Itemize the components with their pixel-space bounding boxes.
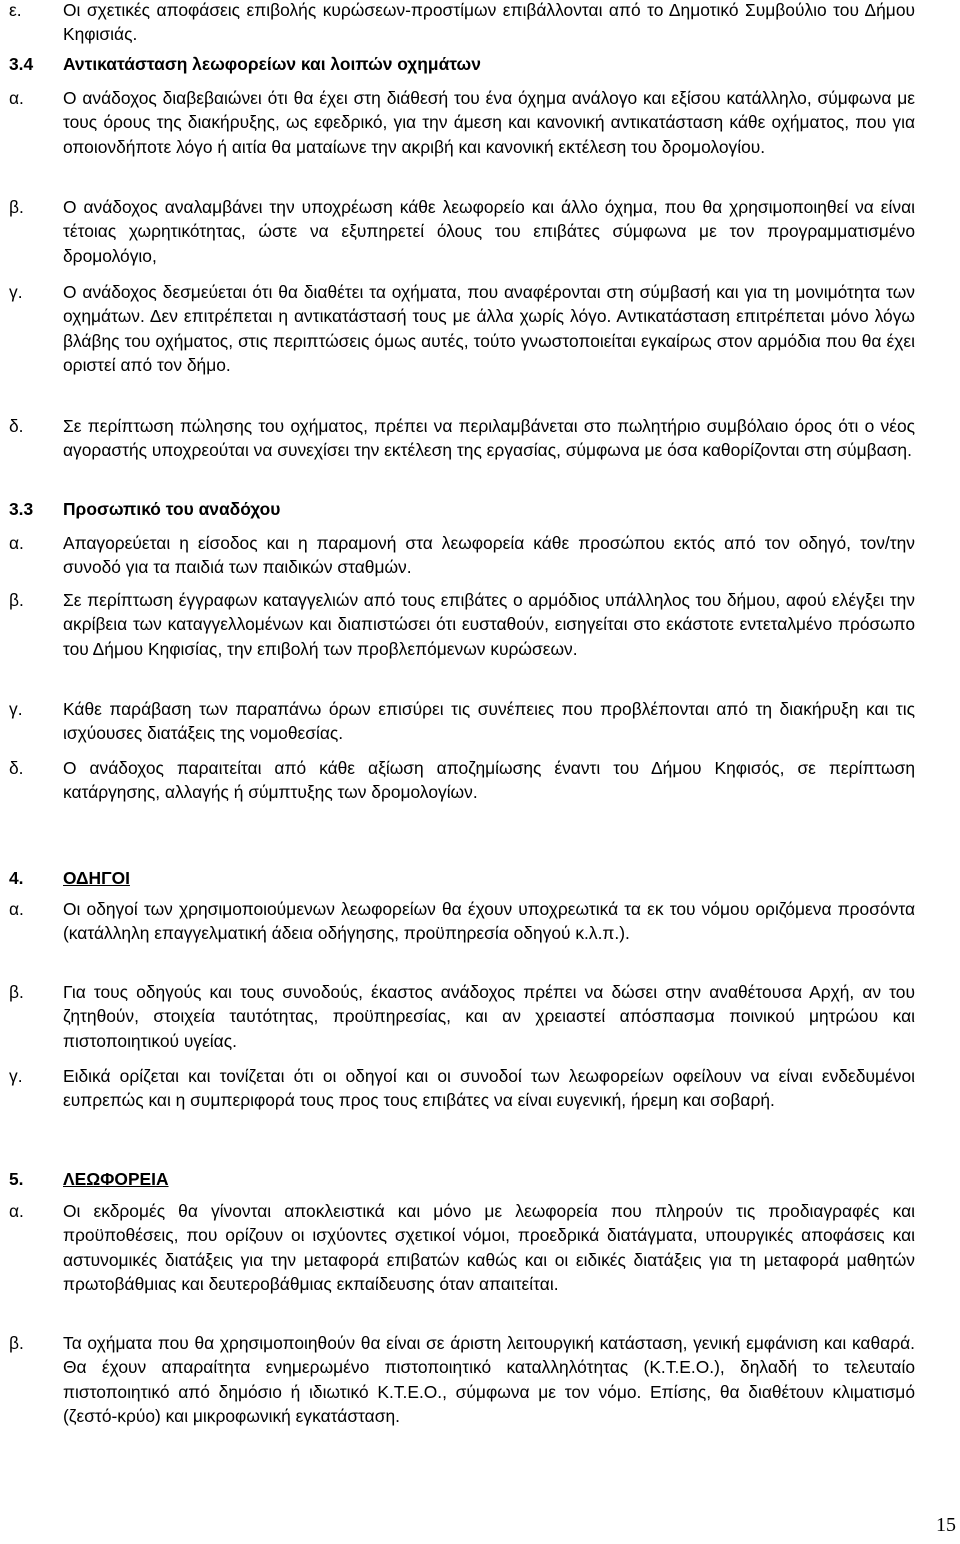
clause-d	[9, 414, 915, 463]
clause-marker: γ.	[9, 282, 23, 302]
clause-text: Σε περίπτωση έγγραφων καταγγελιών από τους επιβάτες ο αρμόδιος υπάλληλος του δήμου, αφού ελέγξει την ακρίβεια των καταγγελλομένων και διαπιστώσει ότι ευσταθούν, εισηγείται στο εκάστοτε εντεταλμένο πρόσωπο του Δήμου Κηφισίας, την επιβολή των προβλεπόμενων κυρώσεων.	[63, 590, 915, 659]
clause-text: Για τους οδηγούς και τους συνοδούς, έκαστος ανάδοχος πρέπει να δώσει στην αναθέτουσα Αρχή, αν του ζητηθούν, στοιχεία ταυτότητας, προϋπηρεσίας, και αν χρειαστεί απόσπασμα ποινικού μητρώου και πιστοποιητικού υγείας.	[63, 982, 915, 1051]
clause-text: Οι οδηγοί των χρησιμοποιούμενων λεωφορείων θα έχουν υποχρεωτικά τα εκ του νόμου οριζόμενα προσόντα (κατάλληλη επαγγελματική άδεια οδήγησης, προϋπηρεσία οδηγού κ.λ.π.).	[63, 899, 915, 944]
clause-b	[9, 980, 915, 1053]
clause-text: Ο ανάδοχος παραιτείται από κάθε αξίωση αποζημίωσης έναντι του Δήμου Κηφισός, σε περίπτωση κατάργησης, αλλαγής ή σύμπτυξης των δρομολογίων.	[63, 758, 915, 803]
section-title: ΛΕΩΦΟΡΕΙΑ	[63, 1169, 169, 1189]
clause-a	[9, 531, 915, 580]
section-heading-3-4	[9, 52, 915, 76]
section-title: Προσωπικό του αναδόχου	[63, 499, 281, 519]
section-number: 3.3	[9, 499, 34, 519]
clause-b	[9, 588, 915, 661]
section-number: 5.	[9, 1169, 24, 1189]
clause-marker: β.	[9, 590, 24, 610]
clause-c	[9, 280, 915, 378]
clause-marker: γ.	[9, 699, 23, 719]
clause-marker: δ.	[9, 758, 24, 778]
clause-marker: α.	[9, 899, 24, 919]
section-title: Αντικατάσταση λεωφορείων και λοιπών οχημάτων	[63, 54, 481, 74]
clause-marker: β.	[9, 197, 24, 217]
clause-a	[9, 1199, 915, 1297]
clause-text: Ειδικά ορίζεται και τονίζεται ότι οι οδηγοί και οι συνοδοί των λεωφορείων οφείλουν να είναι ενδεδυμένοι ευπρεπώς και η συμπεριφορά τους προς τους επιβάτες να είναι ευγενική, ήρεμη και σοβαρή.	[63, 1066, 915, 1111]
clause-text: Τα οχήματα που θα χρησιμοποιηθούν θα είναι σε άριστη λειτουργική κατάσταση, γενική εμφάνιση και καθαρά. Θα έχουν απαραίτητα ενημερωμένο πιστοποιητικό καταλληλότητας (Κ.Τ.Ε.Ο.), δηλαδή το τελευταίο πιστοποιητικό από δημόσιο ή ιδιωτικό Κ.Τ.Ε.Ο., σύμφωνα με τον νόμο. Επίσης, θα διαθέτουν κλιματισμό (ζεστό-κρύο) και μικροφωνική εγκατάσταση.	[63, 1333, 915, 1427]
clause-marker: α.	[9, 88, 24, 108]
clause-marker: α.	[9, 533, 24, 553]
section-number: 3.4	[9, 54, 34, 74]
clause-text: Οι εκδρομές θα γίνονται αποκλειστικά και μόνο με λεωφορεία που πληρούν τις προδιαγραφές και προϋποθέσεις, που ορίζουν οι ισχύοντες σχετικοί νόμοι, προεδρικά διατάγματα, υπουργικές αποφάσεις και αστυνομικές διατάξεις για την μεταφορά επιβατών καθώς και οι ειδικές διατάξεις για τη μεταφορά μαθητών πρωτοβάθμιας και δευτεροβάθμιας εκπαίδευσης όταν απαιτείται.	[63, 1201, 915, 1295]
section-number: 4.	[9, 868, 24, 888]
section-heading-5	[9, 1167, 915, 1191]
clause-text: Ο ανάδοχος δεσμεύεται ότι θα διαθέτει τα οχήματα, που αναφέρονται στη σύμβασή και για τη μονιμότητα των οχημάτων. Δεν επιτρέπεται η αντικατάστασή τους με άλλα χωρίς λόγο. Αντικατάσταση επιτρέπεται μόνο λόγω βλάβης του οχήματος, στις περιπτώσεις όμως αυτές, τούτο γνωστοποιείται εγκαίρως στον αρμόδια που θα έχει οριστεί από τον δήμο.	[63, 282, 915, 376]
clause-e	[9, 0, 915, 47]
clause-c	[9, 1064, 915, 1113]
clause-text: Απαγορεύεται η είσοδος και η παραμονή στα λεωφορεία κάθε προσώπου εκτός από τον οδηγό, τον/την συνοδό για τα παιδιά των παιδικών σταθμών.	[63, 533, 915, 578]
clause-text: Σε περίπτωση πώλησης του οχήματος, πρέπει να περιλαμβάνεται στο πωλητήριο συμβόλαιο όρος ότι ο νέος αγοραστής υποχρεούται να συνεχίσει την εκτέλεση της εργασίας, σύμφωνα με όσα καθορίζονται στη σύμβαση.	[63, 416, 915, 461]
page-number: 15	[936, 1514, 956, 1536]
section-heading-3-3	[9, 497, 915, 521]
clause-marker: ε.	[9, 0, 22, 20]
clause-marker: α.	[9, 1201, 24, 1221]
clause-b	[9, 195, 915, 268]
clause-marker: β.	[9, 1333, 24, 1353]
clause-b	[9, 1331, 915, 1429]
clause-text: Ο ανάδοχος διαβεβαιώνει ότι θα έχει στη διάθεσή του ένα όχημα ανάλογο και εξίσου κατάλληλο, σύμφωνα με τους όρους της διακήρυξης, ως εφεδρικό, για την άμεση και κανονική αντικατάσταση κάθε οχήματος, που για οποιονδήποτε λόγο ή αιτία θα ματαίωνε την ακριβή και κανονική εκτέλεση του δρομολογίου.	[63, 88, 915, 157]
clause-a	[9, 897, 915, 946]
clause-c	[9, 697, 915, 746]
clause-text: Οι σχετικές αποφάσεις επιβολής κυρώσεων-προστίμων επιβάλλονται από το Δημοτικό Συμβούλιο του Δήμου Κηφισιάς.	[63, 0, 915, 45]
section-heading-4	[9, 866, 915, 890]
clause-a	[9, 86, 915, 159]
clause-marker: γ.	[9, 1066, 23, 1086]
clause-text: Ο ανάδοχος αναλαμβάνει την υποχρέωση κάθε λεωφορείο και άλλο όχημα, που θα χρησιμοποιηθεί να είναι τέτοιας χωρητικότητας, ώστε να εξυπηρετεί όλους του επιβάτες σύμφωνα με τον προγραμματισμένο δρομολόγιο,	[63, 197, 915, 266]
clause-marker: δ.	[9, 416, 24, 436]
clause-text: Κάθε παράβαση των παραπάνω όρων επισύρει τις συνέπειες που προβλέπονται από τη διακήρυξη και τις ισχύουσες διατάξεις της νομοθεσίας.	[63, 699, 915, 744]
section-title: ΟΔΗΓΟΙ	[63, 868, 130, 888]
clause-marker: β.	[9, 982, 24, 1002]
clause-d	[9, 756, 915, 805]
